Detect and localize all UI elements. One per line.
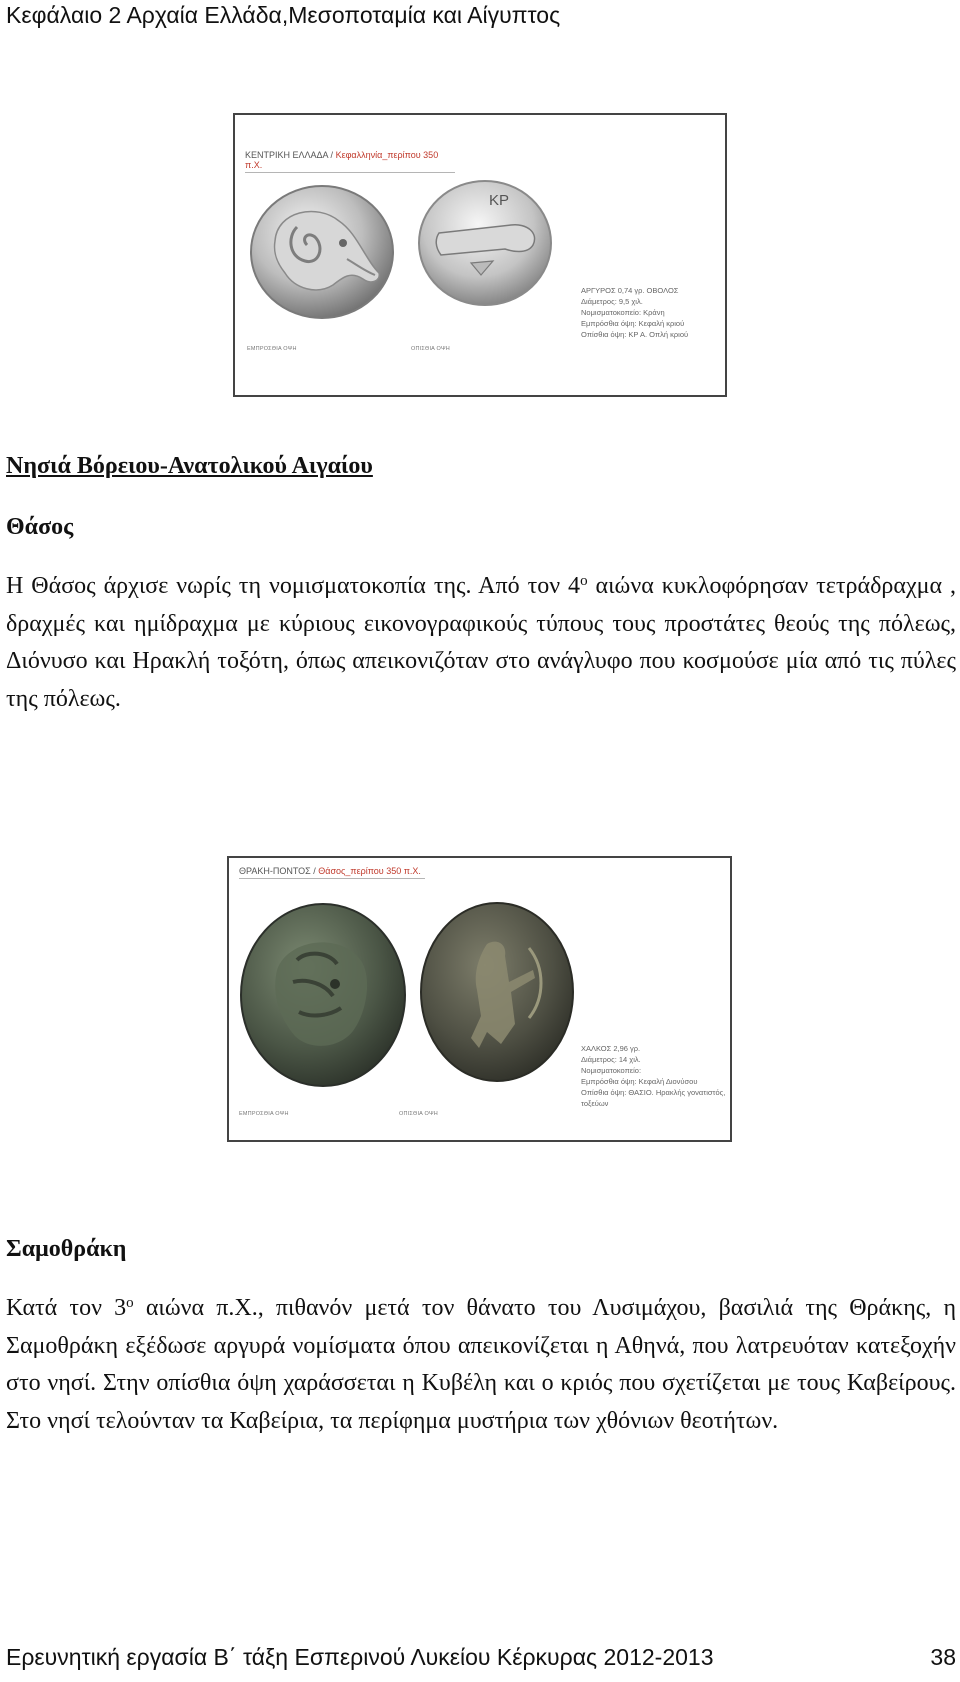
coin-obverse-dionysus-head [237,900,409,1090]
section-heading: Νησιά Βόρειου-Ανατολικού Αιγαίου [6,453,373,479]
detail-mint: Νομισματοκοπείο: Κράνη [581,308,665,317]
figure-title-region: ΘΡΑΚΗ-ΠΟΝΤΟΣ / [239,866,319,876]
figure-title [239,866,425,879]
detail-obverse: Εμπρόσθια όψη: Κεφαλή κριού [581,319,685,328]
coin-obverse-ram-head [247,181,397,323]
detail-diameter: Διάμετρος: 9,5 χιλ. [581,297,643,306]
caption-obverse: ΕΜΠΡΟΣΘΙΑ ΟΨΗ [239,1111,289,1117]
detail-obverse: Εμπρόσθια όψη: Κεφαλή Διονύσου [581,1077,698,1086]
detail-reverse-cont: τοξεύων [581,1099,609,1108]
paragraph-thasos: Η Θάσος άρχισε νωρίς τη νομισματοκοπία της. Από τον $4^o$ αιώνα κυκλοφόρησαν τετράδραχμα , δραχμές και ημίδραχμα με κύριους εικονογραφικούς τύπους τους προστάτες θεούς της πόλεως, Διόνυσο και Ηρακλή τοξότη, όπως απεικονιζόταν στο ανάγλυφο που κοσμούσε μία από τις πύλες της πόλεως. [6,573,956,712]
subheading-samothrace: Σαμοθράκη [6,1236,127,1262]
page-footer [6,1644,960,1671]
coin-details [581,285,688,340]
figure-title [245,150,455,173]
caption-reverse: ΟΠΙΣΘΙΑ ΟΨΗ [411,346,450,352]
page-number: 38 [930,1644,956,1670]
coin-legend: ΚΡ [489,192,510,209]
subheading-thasos: Θάσος [6,514,74,540]
detail-reverse: Οπίσθια όψη: ΘΑΣΙΟ. Ηρακλής γονατιστός, [581,1088,726,1097]
paragraph-samothrace: Κατά τον $3^o$ αιώνα π.Χ., πιθανόν μετά τον θάνατο του Λυσιμάχου, βασιλιά της Θράκης, η Σαμοθράκη εξέδωσε αργυρά νομίσματα όπου απεικονίζεται η Αθηνά, που λατρευόταν κατεξοχήν στο νησί. Στην οπίσθια όψη χαράσσεται η Κυβέλη και ο κριός που σχετίζεται με τους Καβείρους. Στο νησί τελούνταν τα Καβείρια, τα περίφημα μυστήρια των χθόνιων θεοτήτων. [6,1295,956,1434]
coin-reverse-hoof [415,177,555,309]
coin-figure-kefalonia [233,113,727,397]
page-header: Κεφάλαιο 2 Αρχαία Ελλάδα,Μεσοποταμία και Αίγυπτος [6,2,561,28]
detail-metal-weight: ΧΑΛΚΟΣ 2,96 γρ. [581,1044,641,1053]
figure-title-region: ΚΕΝΤΡΙΚΗ ΕΛΛΑΔΑ / [245,150,336,160]
coin-figure-thasos [227,856,732,1142]
coin-details [581,1043,725,1109]
detail-metal-weight: ΑΡΓΥΡΟΣ 0,74 γρ. ΟΒΟΛΟΣ [581,286,679,295]
caption-reverse: ΟΠΙΣΘΙΑ ΟΨΗ [399,1111,438,1117]
footer-text: Ερευνητική εργασία Β΄ τάξη Εσπερινού Λυκείου Κέρκυρας 2012-2013 [6,1644,714,1670]
figure-title-place: Θάσος_περίπου 350 π.Χ. [318,866,421,876]
figure-title-place: Κεφαλληνία_περίπου 350 π.Χ. [245,150,439,170]
coin-reverse-heracles-archer [417,898,577,1086]
detail-reverse: Οπίσθια όψη: ΚΡ Α. Οπλή κριού [581,330,689,339]
caption-obverse: ΕΜΠΡΟΣΘΙΑ ΟΨΗ [247,346,297,352]
detail-diameter: Διάμετρος: 14 χιλ. [581,1055,641,1064]
detail-mint: Νομισματοκοπείο: [581,1066,642,1075]
